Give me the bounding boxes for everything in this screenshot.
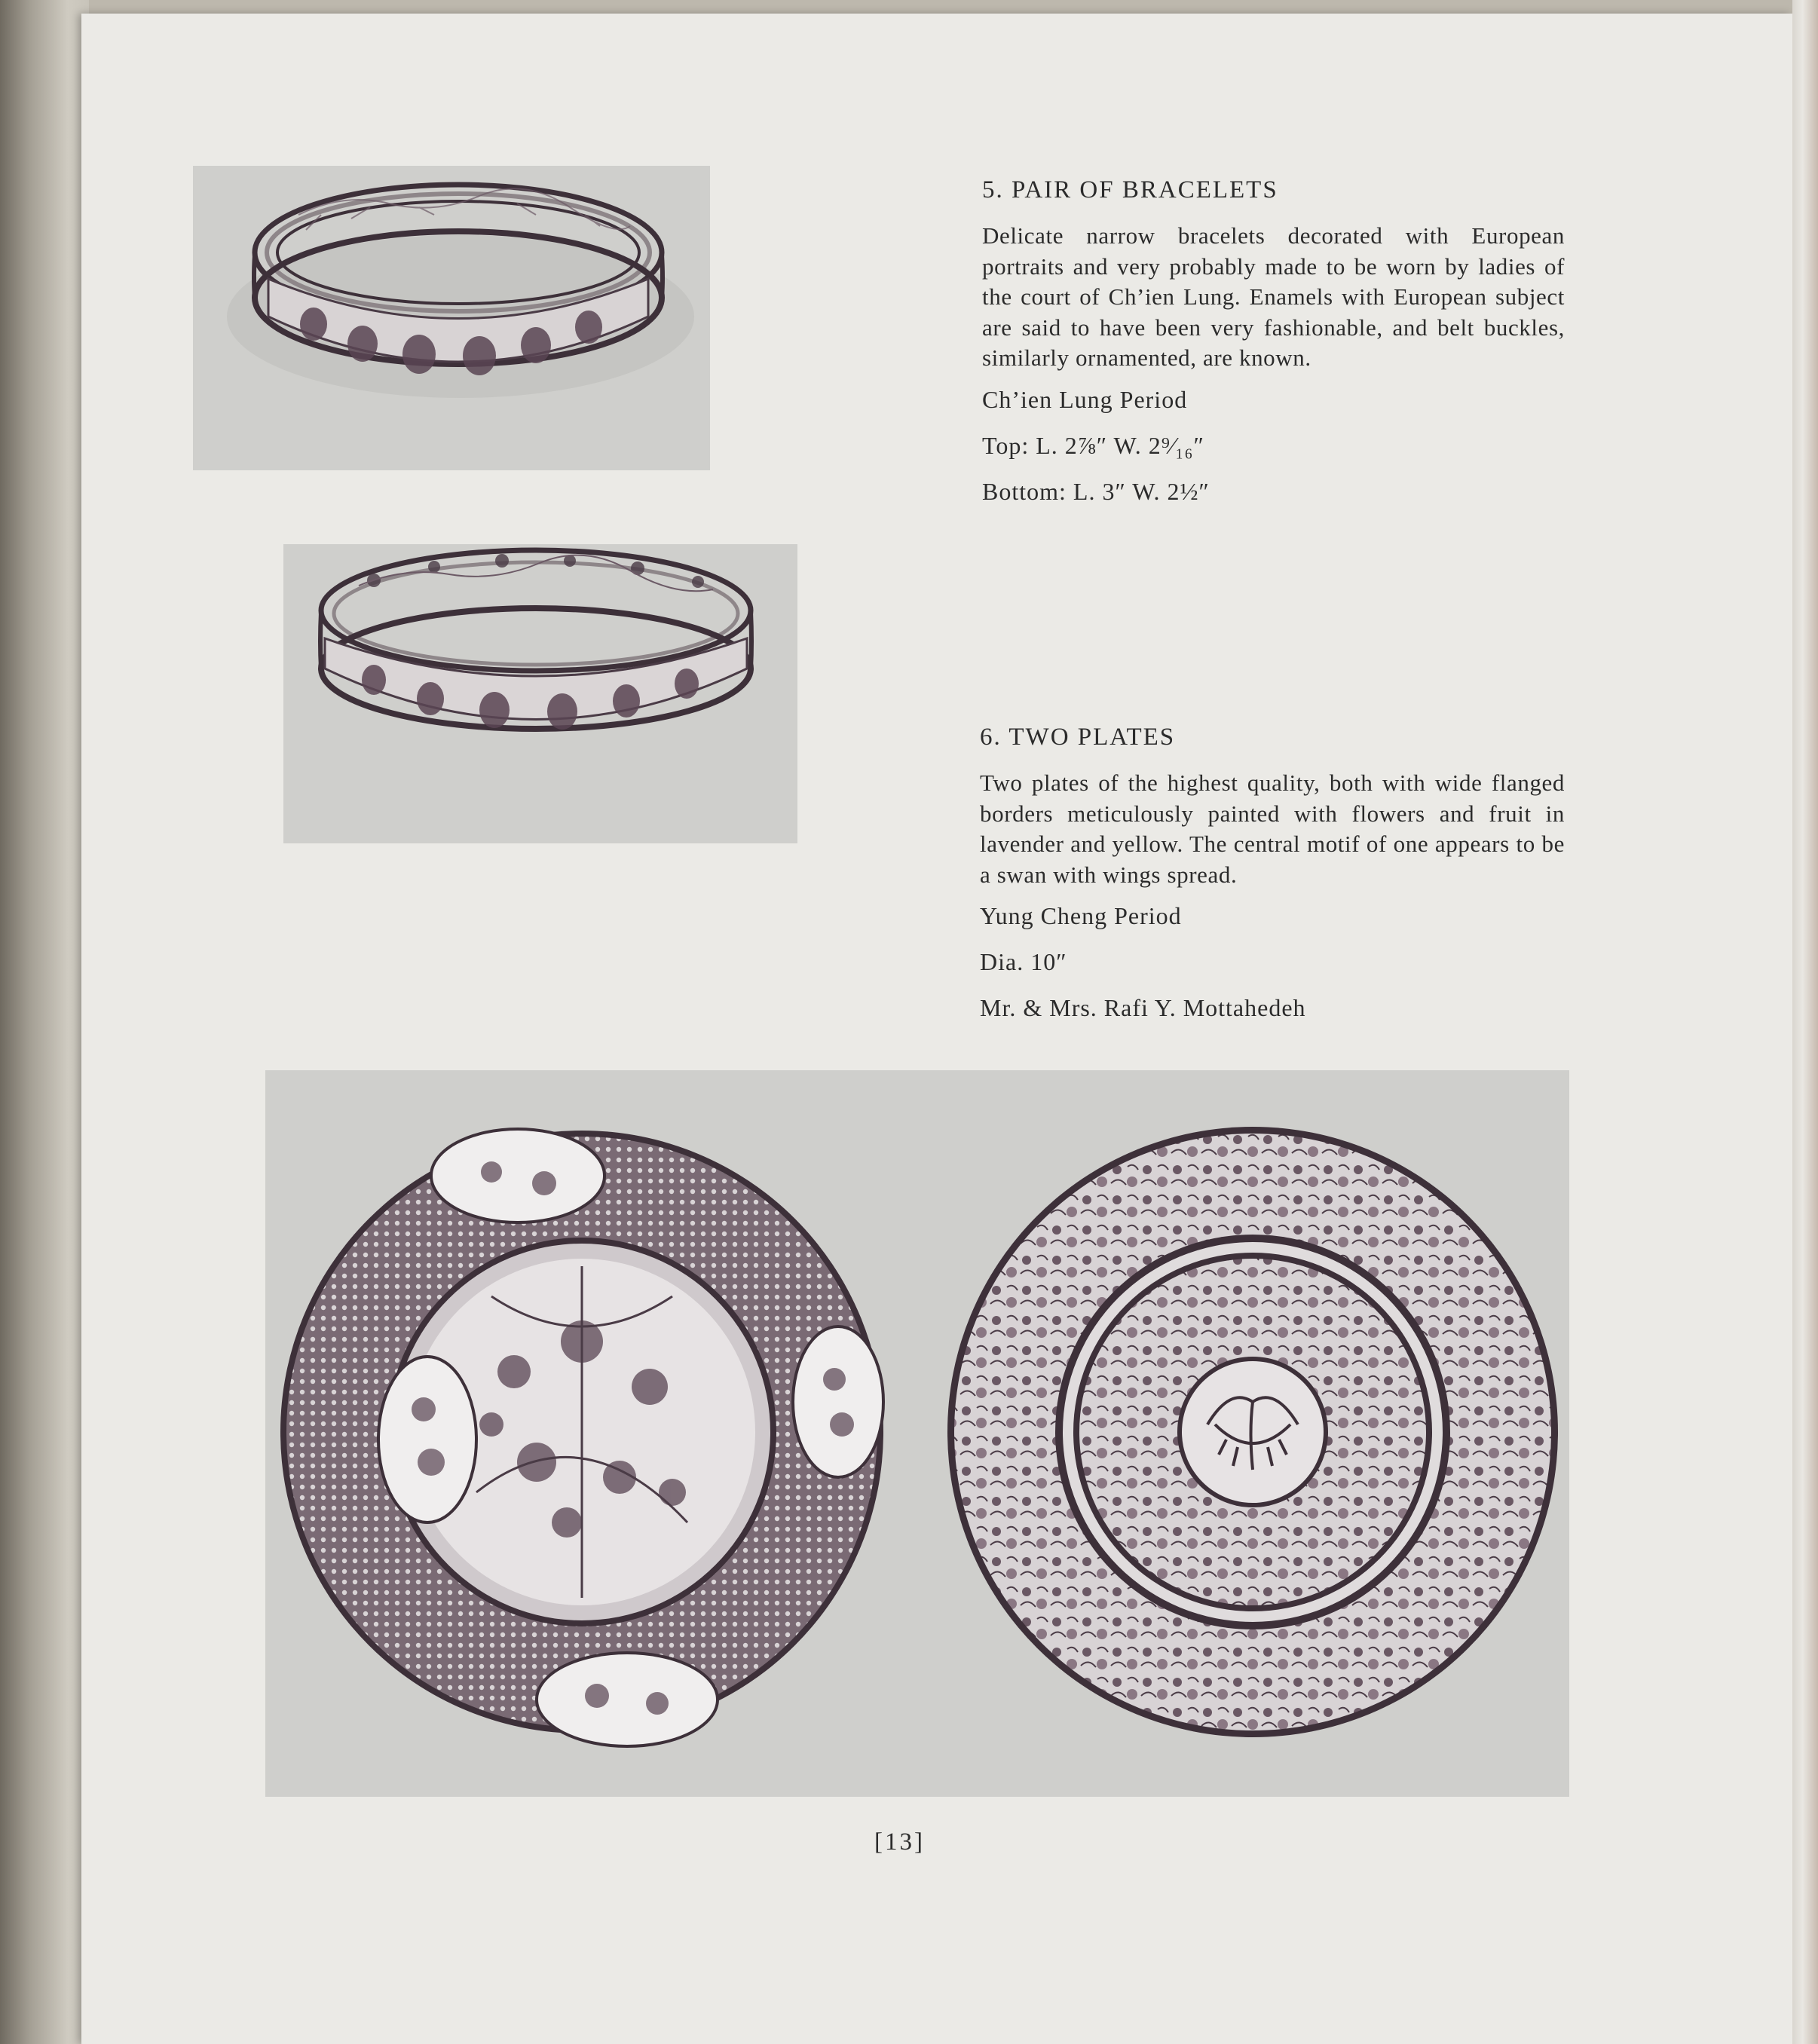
entry-lender: Mr. & Mrs. Rafi Y. Mottahedeh [980,994,1306,1021]
bracelet-bottom-image [283,544,797,843]
entry-period: Ch’ien Lung Period [982,385,1188,413]
entry-description: Delicate narrow bracelets decorated with European portraits and very probably made to be worn by ladies of the court of Ch’ien Lung. Enamels with European subject are said to have been very fashionable, and belt buckles, similarly ornamented, are known. [982,222,1565,371]
entry-title: 6. TWO PLATES [980,724,1176,751]
plates-photo [265,1070,1569,1797]
book-spine [0,0,89,2044]
entry-title: 5. PAIR OF BRACELETS [982,176,1278,203]
plate-right [947,1127,1558,1737]
entry-two-plates [980,724,1565,1039]
entry-description: Two plates of the highest quality, both with wide flanged borders meticulously painted with flowers and fruit in lavender and yellow. The central motif of one appears to be a swan with wings spread. [980,770,1565,888]
entry-dimensions-top: Top: L. 2⅞″ W. 2⁹⁄₁₆″ [982,431,1204,459]
plates-image [265,1070,1569,1797]
page-number: [13] [874,1828,925,1856]
bracelet-photo-top [193,166,710,470]
bracelet-top-image [193,166,710,470]
entry-period: Yung Cheng Period [980,902,1182,929]
entry-pair-of-bracelets [982,176,1565,522]
page-edge [1792,0,1818,2044]
bracelet-photo-bottom [283,544,797,843]
entry-dimensions-bottom: Bottom: L. 3″ W. 2½″ [982,477,1210,505]
entry-dimensions: Dia. 10″ [980,948,1067,975]
